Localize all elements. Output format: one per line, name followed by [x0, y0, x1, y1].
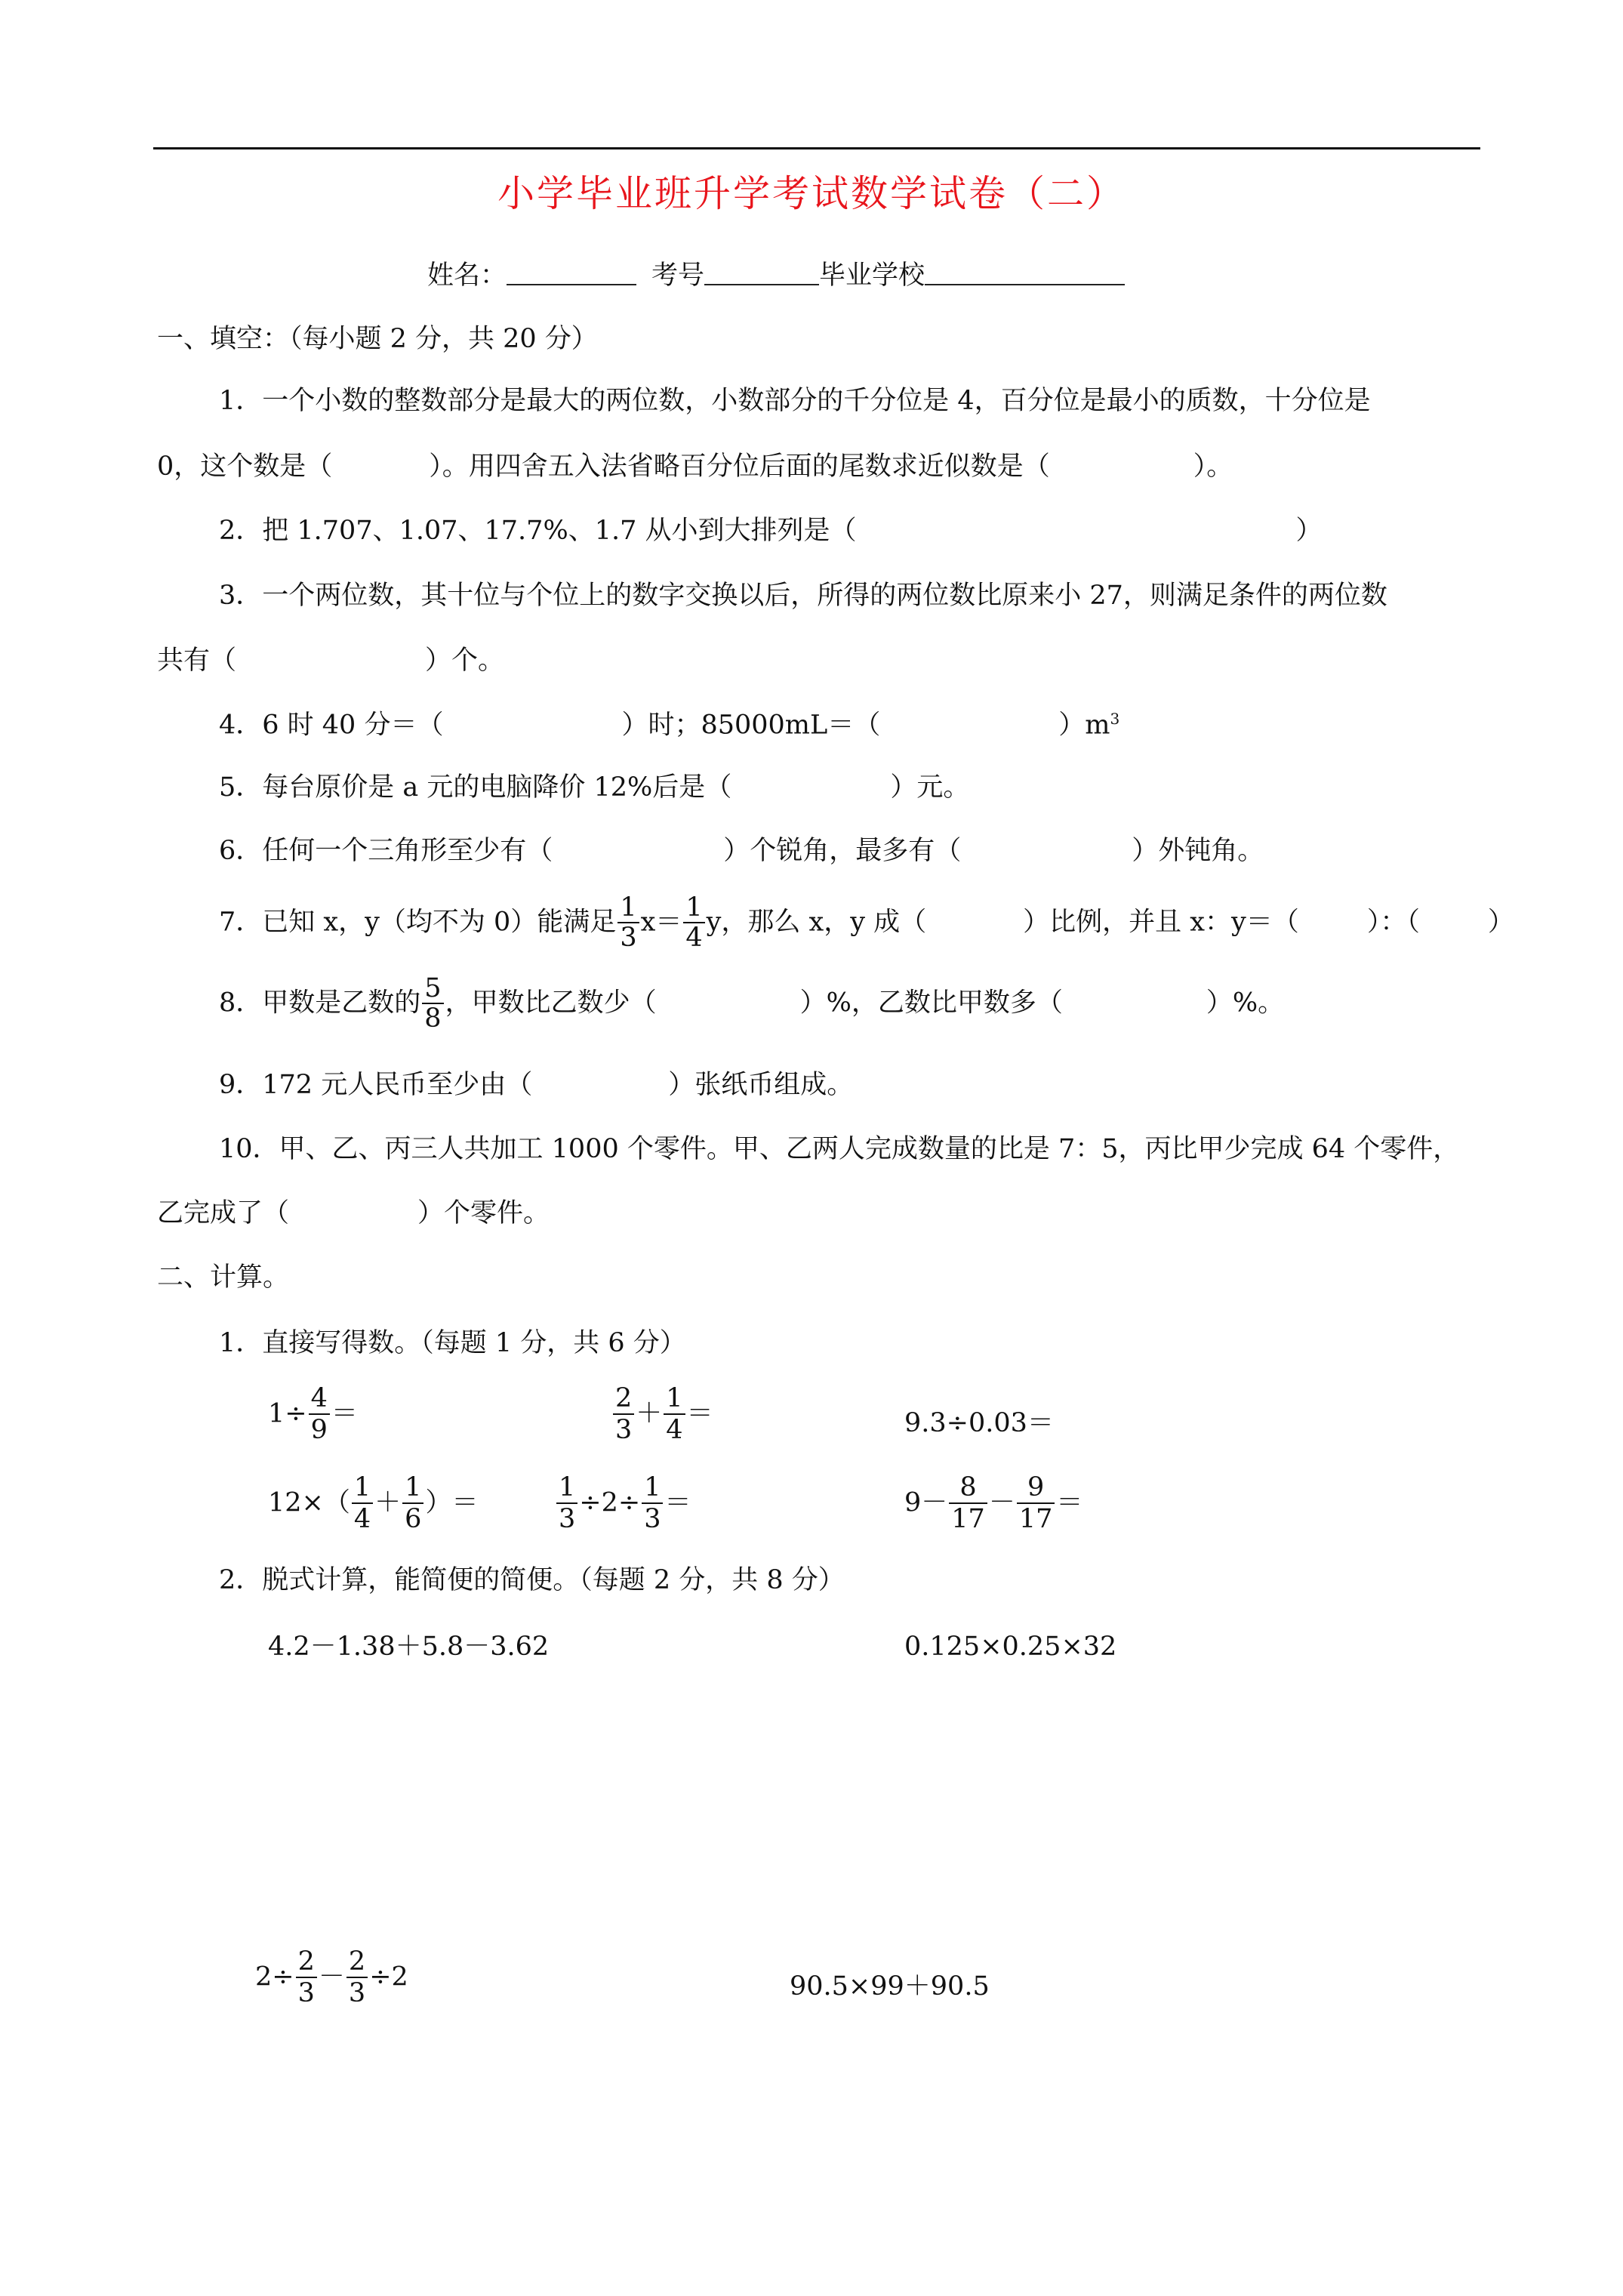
header-rule: [153, 147, 1480, 149]
calc-2: 0.125×0.25×32: [904, 1632, 1117, 1662]
expr-5: $\frac{1}{3}$ ÷2÷ $\frac{1}{3}$ ＝: [555, 1472, 691, 1534]
school-blank[interactable]: [925, 261, 1125, 285]
expr-1: 1÷ $\frac{4}{9}$ ＝: [268, 1383, 358, 1445]
q6: 6．任何一个三角形至少有（ ）个锐角，最多有（ ）外钝角。: [219, 836, 1264, 866]
q2: 2．把 1.707、1.07、17.7%、1.7 从小到大排列是（ ）: [219, 516, 1323, 546]
section-2-heading: 二、计算。: [157, 1262, 290, 1293]
q5: 5．每台原价是 a 元的电脑降价 12%后是（ ）元。: [219, 772, 970, 803]
q4: 4．6 时 40 分＝（ ）时；85000mL＝（ ）$m^3$: [219, 710, 1120, 741]
name-label: 姓名：: [427, 260, 507, 291]
expr-6: 9－ $\frac{8}{17}$ － $\frac{9}{17}$ ＝: [904, 1472, 1083, 1534]
name-blank[interactable]: [507, 261, 636, 285]
q7-fraction-1: $\frac{1}{3}$: [617, 893, 639, 952]
q10-line1: 10．甲、乙、丙三人共加工 1000 个零件。甲、乙两人完成数量的比是 7：5，丙比甲少完成 64 个零件，: [219, 1134, 1460, 1164]
q8: 8．甲数是乙数的 $\frac{5}{8}$ ，甲数比乙数少（ ）%，乙数比甲数多（ ）%。: [219, 973, 1285, 1034]
calc-4: 90.5×99＋90.5: [790, 1971, 990, 2002]
expr-1-fraction: $\frac{4}{9}$: [309, 1383, 330, 1445]
expr-2: $\frac{2}{3}$ ＋ $\frac{1}{4}$ ＝: [611, 1383, 713, 1445]
subsection-1-heading: 1．直接写得数。（每题 1 分，共 6 分）: [219, 1328, 686, 1358]
calc-1: 4.2－1.38＋5.8－3.62: [268, 1632, 550, 1662]
expr-4: 12×（ $\frac{1}{4}$ ＋ $\frac{1}{6}$ ）＝: [268, 1472, 479, 1534]
q1-line1: 1．一个小数的整数部分是最大的两位数，小数部分的千分位是 4，百分位是最小的质数，十分位是: [219, 386, 1371, 416]
q10-line2: 乙完成了（ ）个零件。: [157, 1198, 550, 1228]
q7-fraction-2: $\frac{1}{4}$: [683, 893, 704, 952]
q3-line1: 3．一个两位数，其十位与个位上的数字交换以后，所得的两位数比原来小 27，则满足条件的两位数: [219, 581, 1387, 611]
student-info-line: [427, 261, 1125, 289]
q8-fraction: $\frac{5}{8}$: [422, 974, 443, 1033]
exam-id-blank[interactable]: [704, 261, 819, 285]
q7: 7．已知 x，y（均不为 0）能满足 $\frac{1}{3}$ x＝ $\frac{1}{4}$ y，那么 x，y 成（ ）比例，并且 x：y＝（ ）：（ ）: [219, 892, 1514, 953]
calc-3: 2÷ $\frac{2}{3}$ － $\frac{2}{3}$ ÷2: [255, 1946, 408, 2008]
subsection-2-heading: 2．脱式计算，能简便的简便。（每题 2 分，共 8 分）: [219, 1565, 845, 1595]
q1-line2: 0，这个数是（ ）。用四舍五入法省略百分位后面的尾数求近似数是（ ）。: [157, 451, 1233, 482]
page-title: 小学毕业班升学考试数学试卷（二）: [497, 172, 1126, 215]
q3-line2: 共有（ ）个。: [157, 646, 505, 676]
q9: 9．172 元人民币至少由（ ）张纸币组成。: [219, 1070, 854, 1100]
expr-3: 9.3÷0.03＝: [904, 1408, 1054, 1438]
school-label: 毕业学校: [819, 260, 925, 291]
section-1-heading: 一、填空：（每小题 2 分，共 20 分）: [157, 324, 598, 354]
exam-id-label: 考号: [651, 260, 705, 291]
